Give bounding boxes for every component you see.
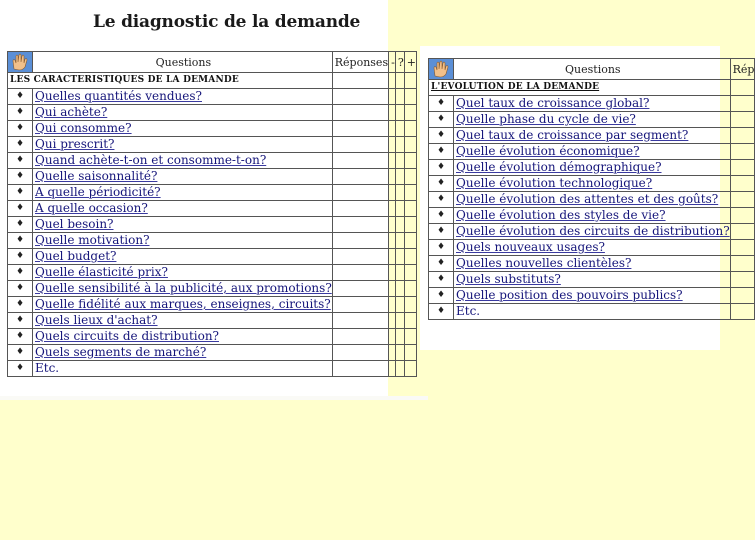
header-responses: Rép — [730, 59, 755, 80]
answer-cell[interactable] — [395, 345, 404, 361]
answer-cell[interactable] — [389, 89, 396, 105]
bullet-icon: ♦ — [429, 224, 454, 240]
question-text: Quelle phase du cycle de vie? — [454, 112, 731, 128]
answer-cell[interactable] — [332, 313, 388, 329]
table-row — [8, 185, 417, 201]
table-row — [8, 233, 417, 249]
bullet-icon: ♦ — [429, 144, 454, 160]
question-text: Etc. — [33, 361, 333, 377]
question-text: Quels circuits de distribution? — [33, 329, 333, 345]
table-row — [429, 256, 755, 272]
question-text: Quels nouveaux usages? — [454, 240, 731, 256]
answer-cell[interactable] — [730, 224, 755, 240]
question-text: Quelle position des pouvoirs publics? — [454, 288, 731, 304]
section-title: LES CARACTERISTIQUES DE LA DEMANDE — [8, 73, 333, 89]
answer-cell[interactable] — [395, 249, 404, 265]
answer-cell[interactable] — [389, 249, 396, 265]
answer-cell[interactable] — [730, 160, 755, 176]
question-text: Quelle évolution technologique? — [454, 176, 731, 192]
bullet-icon: ♦ — [429, 96, 454, 112]
answer-cell[interactable] — [404, 153, 416, 169]
table-header-row — [429, 59, 755, 80]
answer-cell[interactable] — [389, 121, 396, 137]
question-text: Quand achète-t-on et consomme-t-on? — [33, 153, 333, 169]
bullet-icon: ♦ — [8, 233, 33, 249]
answer-cell[interactable] — [404, 361, 416, 377]
question-text: Quel besoin? — [33, 217, 333, 233]
answer-cell[interactable] — [389, 345, 396, 361]
bullet-icon: ♦ — [8, 217, 33, 233]
bullet-icon: ♦ — [429, 128, 454, 144]
answer-cell[interactable] — [332, 217, 388, 233]
answer-cell[interactable] — [404, 345, 416, 361]
question-text: Etc. — [454, 304, 731, 320]
header-questions: Questions — [454, 59, 731, 80]
answer-cell[interactable] — [395, 121, 404, 137]
answer-cell[interactable] — [404, 297, 416, 313]
answer-cell[interactable] — [332, 233, 388, 249]
answer-cell[interactable] — [395, 137, 404, 153]
answer-cell[interactable] — [389, 265, 396, 281]
answer-cell[interactable] — [395, 185, 404, 201]
answer-cell[interactable] — [332, 105, 388, 121]
answer-cell[interactable] — [404, 217, 416, 233]
bullet-icon: ♦ — [8, 121, 33, 137]
header-responses: Réponses — [332, 52, 388, 73]
answer-cell[interactable] — [332, 121, 388, 137]
answer-cell[interactable] — [730, 176, 755, 192]
answer-cell[interactable] — [332, 169, 388, 185]
answer-cell[interactable] — [332, 89, 388, 105]
header-unknown: ? — [395, 52, 404, 73]
question-text: Quels lieux d'achat? — [33, 313, 333, 329]
answer-cell[interactable] — [389, 361, 396, 377]
bullet-icon: ♦ — [8, 329, 33, 345]
question-text: Qui prescrit? — [33, 137, 333, 153]
answer-cell[interactable] — [730, 272, 755, 288]
question-text: Quels substituts? — [454, 272, 731, 288]
answer-cell[interactable] — [395, 153, 404, 169]
bullet-icon: ♦ — [8, 153, 33, 169]
bullet-icon: ♦ — [429, 288, 454, 304]
table-row — [8, 89, 417, 105]
answer-cell[interactable] — [404, 249, 416, 265]
question-text: Qui achète? — [33, 105, 333, 121]
header-plus: + — [404, 52, 416, 73]
bullet-icon: ♦ — [8, 105, 33, 121]
answer-cell[interactable] — [730, 256, 755, 272]
answer-cell[interactable] — [404, 233, 416, 249]
bullet-icon: ♦ — [429, 176, 454, 192]
answer-cell[interactable] — [395, 233, 404, 249]
question-text: Quel taux de croissance par segment? — [454, 128, 731, 144]
answer-cell[interactable] — [404, 281, 416, 297]
answer-cell[interactable] — [389, 185, 396, 201]
table-row — [429, 288, 755, 304]
table-row — [8, 169, 417, 185]
table-row — [429, 112, 755, 128]
scan-edge — [0, 396, 428, 400]
answer-cell[interactable] — [395, 201, 404, 217]
question-text: A quelle occasion? — [33, 201, 333, 217]
table-row — [429, 160, 755, 176]
table-row — [429, 96, 755, 112]
answer-cell[interactable] — [730, 96, 755, 112]
bullet-icon: ♦ — [429, 256, 454, 272]
bullet-icon: ♦ — [429, 112, 454, 128]
answer-cell[interactable] — [389, 281, 396, 297]
answer-cell[interactable] — [389, 217, 396, 233]
question-text: Quelles quantités vendues? — [33, 89, 333, 105]
answer-cell[interactable] — [404, 89, 416, 105]
answer-cell[interactable] — [389, 297, 396, 313]
question-text: Quelle évolution économique? — [454, 144, 731, 160]
bullet-icon: ♦ — [429, 304, 454, 320]
right-checklist-scan — [420, 46, 755, 350]
bullet-icon: ♦ — [8, 265, 33, 281]
answer-cell[interactable] — [404, 105, 416, 121]
table-row — [429, 144, 755, 160]
answer-cell[interactable] — [404, 329, 416, 345]
answer-cell[interactable] — [404, 137, 416, 153]
table-row — [8, 105, 417, 121]
question-text: A quelle périodicité? — [33, 185, 333, 201]
bullet-icon: ♦ — [8, 185, 33, 201]
answer-cell[interactable] — [332, 329, 388, 345]
table-row — [8, 137, 417, 153]
question-text: Quelle évolution des styles de vie? — [454, 208, 731, 224]
answer-cell[interactable] — [332, 345, 388, 361]
answer-cell[interactable] — [730, 144, 755, 160]
question-text: Quel taux de croissance global? — [454, 96, 731, 112]
table-row — [429, 304, 755, 320]
question-text: Quelle sensibilité à la publicité, aux promotions? — [33, 281, 333, 297]
answer-cell[interactable] — [395, 329, 404, 345]
answer-cell[interactable] — [395, 297, 404, 313]
answer-cell[interactable] — [404, 185, 416, 201]
answer-cell[interactable] — [389, 169, 396, 185]
table-row — [8, 297, 417, 313]
answer-cell[interactable] — [395, 89, 404, 105]
answer-cell[interactable] — [395, 217, 404, 233]
bullet-icon: ♦ — [429, 272, 454, 288]
answer-cell[interactable] — [332, 185, 388, 201]
answer-cell[interactable] — [395, 105, 404, 121]
answer-cell[interactable] — [332, 297, 388, 313]
bullet-icon: ♦ — [8, 361, 33, 377]
table-row — [8, 201, 417, 217]
question-text: Quelle saisonnalité? — [33, 169, 333, 185]
answer-cell[interactable] — [730, 208, 755, 224]
table-row — [8, 217, 417, 233]
left-checklist-scan — [0, 0, 416, 398]
bullet-icon: ♦ — [429, 208, 454, 224]
bullet-icon: ♦ — [8, 201, 33, 217]
table-row — [429, 128, 755, 144]
bullet-icon: ♦ — [8, 89, 33, 105]
question-text: Quelle évolution des circuits de distribution? — [454, 224, 731, 240]
document-title: Le diagnostic de la demande — [93, 12, 361, 32]
question-text: Quelle motivation? — [33, 233, 333, 249]
left-checklist-table — [7, 51, 417, 377]
section-row — [8, 73, 417, 89]
table-row — [8, 153, 417, 169]
answer-cell[interactable] — [332, 201, 388, 217]
answer-cell[interactable] — [730, 288, 755, 304]
answer-cell[interactable] — [404, 313, 416, 329]
answer-cell[interactable] — [395, 361, 404, 377]
hand-icon — [8, 52, 33, 73]
answer-cell[interactable] — [730, 192, 755, 208]
answer-cell[interactable] — [404, 121, 416, 137]
bullet-icon: ♦ — [8, 345, 33, 361]
answer-cell[interactable] — [389, 329, 396, 345]
hand-icon — [429, 59, 454, 80]
bullet-icon: ♦ — [429, 192, 454, 208]
table-row — [8, 345, 417, 361]
table-row — [429, 272, 755, 288]
answer-cell[interactable] — [395, 313, 404, 329]
table-row — [8, 313, 417, 329]
answer-cell[interactable] — [389, 137, 396, 153]
answer-cell[interactable] — [332, 137, 388, 153]
answer-cell[interactable] — [389, 105, 396, 121]
header-minus: - — [389, 52, 396, 73]
question-text: Quels segments de marché? — [33, 345, 333, 361]
answer-cell[interactable] — [332, 265, 388, 281]
answer-cell[interactable] — [404, 265, 416, 281]
table-row — [8, 329, 417, 345]
answer-cell[interactable] — [389, 233, 396, 249]
answer-cell[interactable] — [730, 112, 755, 128]
table-header-row — [8, 52, 417, 73]
table-row — [429, 208, 755, 224]
bullet-icon: ♦ — [429, 160, 454, 176]
table-row — [429, 176, 755, 192]
bullet-icon: ♦ — [8, 313, 33, 329]
bullet-icon: ♦ — [8, 249, 33, 265]
table-row — [429, 240, 755, 256]
table-row — [8, 121, 417, 137]
answer-cell[interactable] — [730, 304, 755, 320]
answer-cell[interactable] — [389, 153, 396, 169]
header-questions: Questions — [33, 52, 333, 73]
question-text: Quelle évolution des attentes et des goûts? — [454, 192, 731, 208]
question-text: Quelle évolution démographique? — [454, 160, 731, 176]
section-title: L'EVOLUTION DE LA DEMANDE — [429, 80, 731, 96]
bullet-icon: ♦ — [8, 169, 33, 185]
question-text: Quelle fidélité aux marques, enseignes, circuits? — [33, 297, 333, 313]
bullet-icon: ♦ — [8, 297, 33, 313]
table-row — [8, 249, 417, 265]
answer-cell[interactable] — [389, 313, 396, 329]
question-text: Qui consomme? — [33, 121, 333, 137]
right-checklist-table — [428, 58, 755, 320]
table-row — [429, 224, 755, 240]
table-row — [429, 192, 755, 208]
question-text: Quelles nouvelles clientèles? — [454, 256, 731, 272]
answer-cell[interactable] — [389, 201, 396, 217]
answer-cell[interactable] — [332, 281, 388, 297]
answer-cell[interactable] — [730, 128, 755, 144]
table-row — [8, 281, 417, 297]
answer-cell[interactable] — [332, 249, 388, 265]
section-row — [429, 80, 755, 96]
bullet-icon: ♦ — [8, 137, 33, 153]
answer-cell[interactable] — [395, 265, 404, 281]
answer-cell[interactable] — [404, 201, 416, 217]
bullet-icon: ♦ — [429, 240, 454, 256]
answer-cell[interactable] — [395, 169, 404, 185]
question-text: Quel budget? — [33, 249, 333, 265]
answer-cell[interactable] — [332, 153, 388, 169]
answer-cell[interactable] — [332, 361, 388, 377]
bullet-icon: ♦ — [8, 281, 33, 297]
answer-cell[interactable] — [395, 281, 404, 297]
question-text: Quelle élasticité prix? — [33, 265, 333, 281]
table-row — [8, 265, 417, 281]
answer-cell[interactable] — [730, 240, 755, 256]
table-row — [8, 361, 417, 377]
answer-cell[interactable] — [404, 169, 416, 185]
